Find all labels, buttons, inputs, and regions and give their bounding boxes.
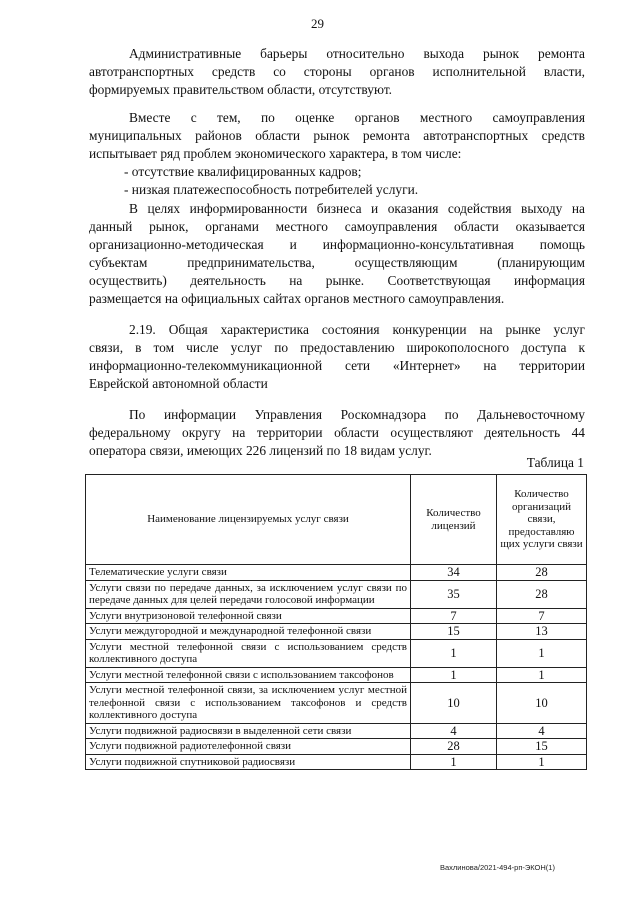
- service-name-cell: Услуги местной телефонной связи с использованием средств коллективного доступа: [86, 639, 411, 667]
- list-item-2: - низкая платежеспособность потребителей услуги.: [124, 182, 419, 197]
- section-heading-line1: 2.19. Общая характеристика состояния конкуренции на рынке услуг: [129, 322, 585, 337]
- table-header-row: [86, 475, 587, 565]
- licenses-count-cell: 1: [411, 639, 497, 667]
- table-row: [86, 565, 587, 581]
- licenses-count-cell: 4: [411, 723, 497, 739]
- licenses-count-cell: 34: [411, 565, 497, 581]
- service-name-cell: Услуги местной телефонной связи с использованием таксофонов: [86, 667, 411, 683]
- orgs-count-cell: 7: [497, 608, 587, 624]
- orgs-count-cell: 4: [497, 723, 587, 739]
- licenses-count-cell: 15: [411, 624, 497, 640]
- para1-line2: автотранспортных средств со стороны органов исполнительной власти,: [89, 64, 585, 79]
- table-row: [86, 667, 587, 683]
- orgs-count-cell: 1: [497, 667, 587, 683]
- para3-line3: организационно-методическая и информационно-консультативная помощь: [89, 237, 585, 252]
- service-name-cell: Услуги местной телефонной связи, за исключением услуг местной телефонной связи с использованием таксофонов и средств коллективного доступа: [86, 683, 411, 724]
- orgs-count-cell: 28: [497, 565, 587, 581]
- licenses-table: [85, 474, 587, 770]
- para2-line1: Вместе с тем, по оценке органов местного самоуправления: [129, 110, 585, 125]
- table-row: [86, 683, 587, 724]
- licenses-count-cell: 1: [411, 667, 497, 683]
- table-row: [86, 723, 587, 739]
- header-orgs-count: Количество организаций связи, предоставляю щих услуги связи: [497, 475, 587, 565]
- table-row: [86, 580, 587, 608]
- para1-line3: формируемых правительством области, отсутствуют.: [89, 82, 393, 97]
- licenses-count-cell: 28: [411, 739, 497, 755]
- para1-line1: Административные барьеры относительно выхода рынок ремонта: [129, 46, 585, 61]
- service-name-cell: Услуги подвижной радиотелефонной связи: [86, 739, 411, 755]
- para3-line6: размещается на официальных сайтах органов местного самоуправления.: [89, 291, 505, 306]
- para4-line2: федеральному округу на территории области осуществляют деятельность 44: [89, 425, 585, 440]
- licenses-count-cell: 7: [411, 608, 497, 624]
- header-service-name: Наименование лицензируемых услуг связи: [86, 475, 411, 565]
- para3-line2: данный рынок, органами местного самоуправления области оказывается: [89, 219, 585, 234]
- table-caption: Таблица 1: [526, 455, 584, 470]
- table-body: [86, 565, 587, 770]
- para2-line2: муниципальных районов области рынок ремонта автотранспортных средств: [89, 128, 585, 143]
- para4-line3: оператора связи, имеющих 226 лицензий по 18 видам услуг.: [89, 443, 432, 458]
- orgs-count-cell: 13: [497, 624, 587, 640]
- page-number: 29: [311, 16, 324, 31]
- table-row: [86, 739, 587, 755]
- section-heading-line3: информационно-телекоммуникационной сети «Интернет» на территории: [89, 358, 585, 373]
- licenses-count-cell: 1: [411, 754, 497, 770]
- table-row: [86, 754, 587, 770]
- table-row: [86, 608, 587, 624]
- service-name-cell: Услуги подвижной спутниковой радиосвязи: [86, 754, 411, 770]
- licenses-count-cell: 35: [411, 580, 497, 608]
- orgs-count-cell: 1: [497, 639, 587, 667]
- section-heading-line4: Еврейской автономной области: [89, 376, 268, 391]
- header-licenses-count: Количество лицензий: [411, 475, 497, 565]
- orgs-count-cell: 1: [497, 754, 587, 770]
- para3-line1: В целях информированности бизнеса и оказания содействия выходу на: [129, 201, 585, 216]
- para4-line1: По информации Управления Роскомнадзора по Дальневосточному: [129, 407, 585, 422]
- orgs-count-cell: 10: [497, 683, 587, 724]
- orgs-count-cell: 28: [497, 580, 587, 608]
- table-row: [86, 624, 587, 640]
- service-name-cell: Услуги связи по передаче данных, за исключением услуг связи по передаче данных для целей передачи голосовой информации: [86, 580, 411, 608]
- service-name-cell: Услуги подвижной радиосвязи в выделенной сети связи: [86, 723, 411, 739]
- section-heading-line2: связи, в том числе услуг по предоставлению широкополосного доступа к: [89, 340, 585, 355]
- service-name-cell: Телематические услуги связи: [86, 565, 411, 581]
- document-footer-id: Вахлинова/2021-494-рп-ЭКОН(1): [440, 863, 555, 872]
- para3-line4: субъектам предпринимательства, осуществляющим (планирующим: [89, 255, 585, 270]
- service-name-cell: Услуги внутризоновой телефонной связи: [86, 608, 411, 624]
- para2-line3: испытывает ряд проблем экономического характера, в том числе:: [89, 146, 462, 161]
- table-row: [86, 639, 587, 667]
- service-name-cell: Услуги междугородной и международной телефонной связи: [86, 624, 411, 640]
- licenses-count-cell: 10: [411, 683, 497, 724]
- orgs-count-cell: 15: [497, 739, 587, 755]
- list-item-1: - отсутствие квалифицированных кадров;: [124, 164, 362, 179]
- para3-line5: осуществить) деятельность на рынке. Соответствующая информация: [89, 273, 585, 288]
